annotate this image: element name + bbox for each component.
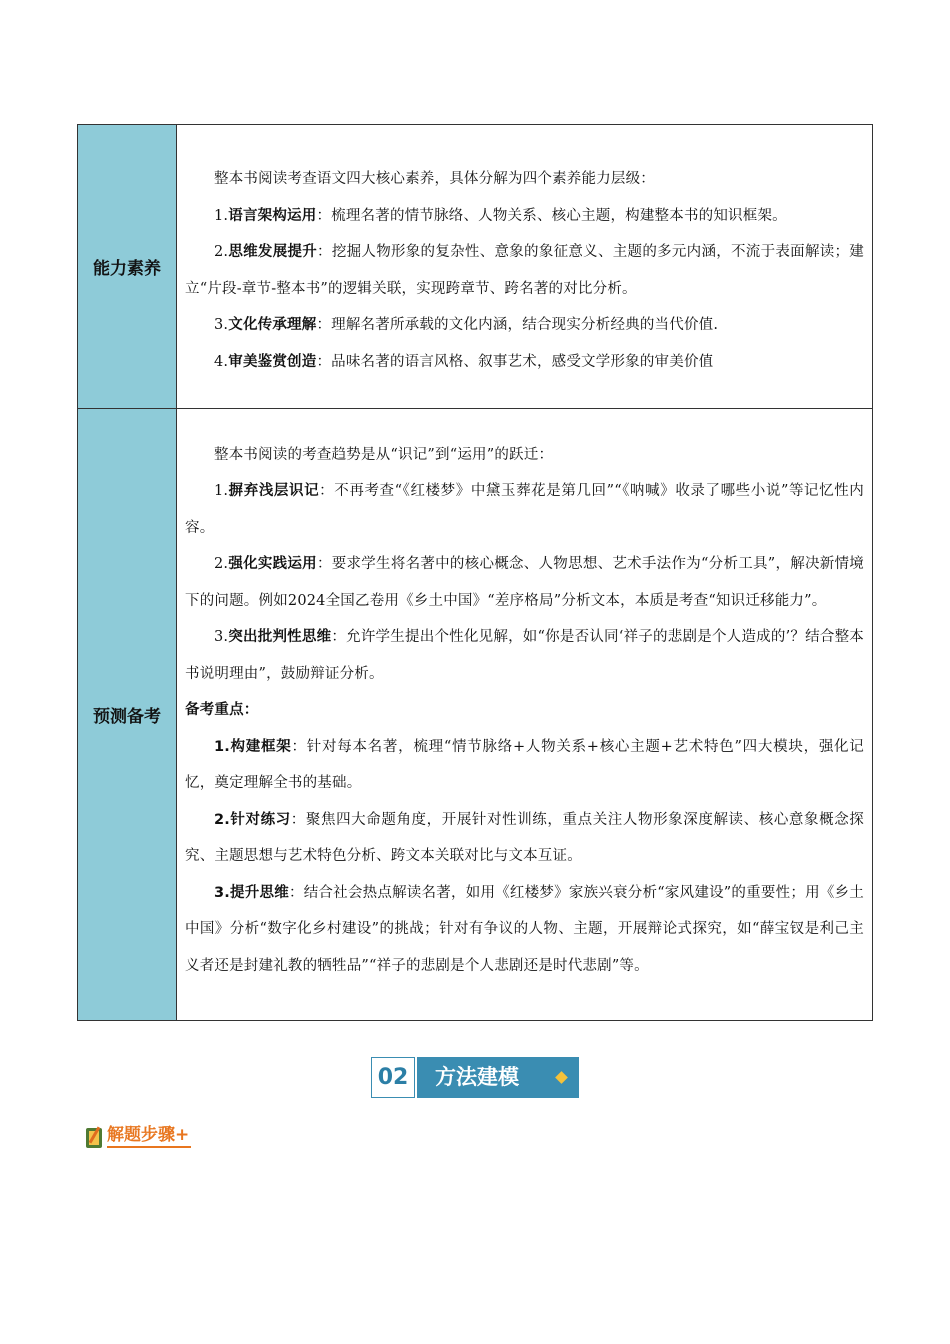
item-text: 结合社会热点解读名著，如用《红楼梦》家族兴衰分析“家风建设”的重要性；用《乡土中国》分析“数字化乡村建设”的挑战；针对有争议的人物、主题，开展辩论式探究，如“薛宝钗是利己主义者还是封建礼教的牺牲品”“祥子的悲剧是个人悲剧还是时代悲剧”等。: [185, 884, 864, 974]
item-separator: ：: [319, 483, 335, 500]
item-heading: 1.构建框架: [214, 738, 292, 755]
focus-item: [185, 875, 864, 985]
item-heading: 2.针对练习: [214, 811, 291, 828]
steps-heading: [86, 1118, 191, 1148]
focus-item: [185, 802, 864, 875]
item-text: 理解名著所承载的文化内涵，结合现实分析经典的当代价值.: [331, 317, 719, 333]
item-heading: 文化传承理解: [228, 317, 317, 333]
item-separator: ：: [316, 556, 332, 573]
info-table: [77, 124, 873, 1021]
item-text: 允许学生提出个性化见解，如“你是否认同‘祥子的悲剧是个人造成的’？结合整本书说明理由”，鼓励辩证分析。: [185, 629, 865, 682]
steps-heading-text: 解题步骤+: [107, 1124, 191, 1148]
prediction-item: [185, 473, 864, 546]
banner-title: 方法建模: [435, 1065, 519, 1089]
ability-item: [185, 344, 864, 381]
diamond-icon: [555, 1071, 568, 1084]
table-row: [78, 125, 873, 409]
item-separator: ：: [316, 353, 332, 370]
row-label-prediction: 预测备考: [78, 409, 177, 1021]
ability-item: [185, 198, 864, 235]
ability-intro: 整本书阅读考查语文四大核心素养，具体分解为四个素养能力层级：: [214, 171, 655, 187]
clipboard-icon: [86, 1126, 104, 1148]
prediction-item: [185, 546, 864, 619]
table-row: [78, 409, 873, 1021]
focus-title: 备考重点：: [185, 702, 259, 719]
item-separator: ：: [316, 317, 332, 333]
row-label-ability: 能力素养: [78, 125, 177, 409]
prediction-item: [185, 619, 864, 692]
item-separator: ：: [316, 207, 332, 224]
item-heading: 突出批判性思维: [228, 629, 332, 646]
item-number: 1.: [214, 207, 229, 224]
item-heading: 3.提升思维: [214, 884, 289, 901]
item-heading: 摒弃浅层识记: [228, 483, 320, 500]
item-heading: 语言架构运用: [228, 207, 317, 224]
item-separator: ：: [288, 884, 304, 901]
item-number: 3.: [214, 317, 229, 333]
item-text: 品味名著的语言风格、叙事艺术，感受文学形象的审美价值: [331, 353, 714, 370]
item-text: 针对每本名著，梳理“情节脉络+人物关系+核心主题+艺术特色”四大模块，强化记忆，奠定理解全书的基础。: [185, 738, 864, 792]
item-heading: 强化实践运用: [228, 556, 317, 573]
item-number: 2.: [214, 556, 229, 573]
item-text: 不再考查“《红楼梦》中黛玉葬花是第几回”“《呐喊》收录了哪些小说”等记忆性内容。: [185, 483, 864, 536]
item-number: 2.: [214, 244, 229, 260]
item-text: 要求学生将名著中的核心概念、人物思想、艺术手法作为“分析工具”，解决新情境下的问题。例如2024全国乙卷用《乡土中国》“差序格局”分析文本，本质是考查“知识迁移能力”。: [185, 556, 865, 609]
item-text: 聚焦四大命题角度，开展针对性训练，重点关注人物形象深度解读、核心意象概念探究、主题思想与艺术特色分析、跨文本关联对比与文本互证。: [185, 811, 864, 865]
section-banner: [371, 1057, 579, 1098]
item-separator: ：: [331, 629, 347, 646]
banner-number: 02: [371, 1057, 415, 1098]
item-text: 梳理名著的情节脉络、人物关系、核心主题，构建整本书的知识框架。: [331, 207, 787, 224]
focus-item: [185, 729, 864, 802]
prediction-content: [177, 409, 873, 1021]
item-number: 4.: [214, 353, 229, 370]
item-separator: ：: [290, 811, 306, 828]
item-separator: ：: [317, 244, 332, 260]
item-heading: 思维发展提升: [228, 244, 318, 260]
banner-title-box: [417, 1057, 579, 1098]
prediction-intro: 整本书阅读的考查趋势是从“识记”到“运用”的跃迁：: [214, 446, 554, 463]
ability-content: [177, 125, 873, 409]
ability-item: [185, 234, 864, 307]
item-number: 3.: [214, 629, 229, 646]
item-text: 挖掘人物形象的复杂性、意象的象征意义、主题的多元内涵，不流于表面解读；建立“片段-章节-整本书”的逻辑关联，实现跨章节、跨名著的对比分析。: [185, 244, 865, 297]
item-separator: ：: [291, 738, 307, 755]
ability-item: [185, 307, 864, 344]
item-heading: 审美鉴赏创造: [228, 353, 317, 370]
item-number: 1.: [214, 483, 229, 500]
